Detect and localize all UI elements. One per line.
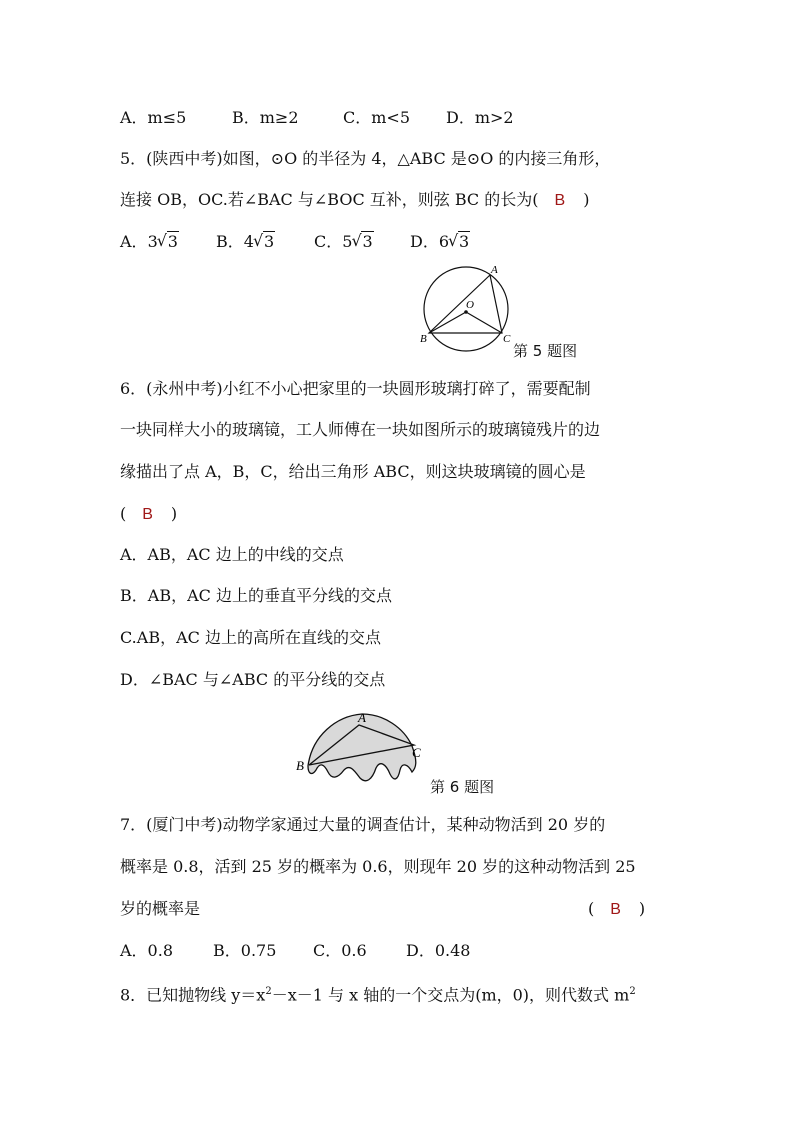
q5-option-d-radicand: 3: [459, 232, 470, 251]
q6-stem-line1: 6．(永州中考)小红不小心把家里的一块圆形玻璃打碎了，需要配制: [120, 379, 591, 398]
q6-stem-line2: 一块同样大小的玻璃镜，工人师傅在一块如图所示的玻璃镜残片的边: [120, 420, 601, 439]
q5-option-a-radicand: 3: [167, 232, 178, 251]
q7-paren-close: ): [638, 899, 646, 918]
q7-option-c: C．0.6: [313, 941, 367, 960]
q8-text-mid: －x－1 与 x 轴的一个交点为(m，0)，则代数式 m: [271, 985, 630, 1005]
q5-label-o: O: [466, 299, 474, 311]
q4-option-a: A．m≤5: [120, 108, 187, 127]
q5-stem-line2: [120, 189, 589, 212]
q5-option-c-sqrt: [352, 231, 373, 253]
q6-figure-caption: 第 6 题图: [430, 778, 495, 796]
q5-segment-oc: [466, 312, 502, 333]
q5-stem-text: 连接 OB，OC.若∠BAC 与∠BOC 互补，则弦 BC 的长为(: [120, 190, 539, 209]
q5-option-a: [120, 231, 216, 253]
q7-answer: B: [610, 901, 621, 918]
q5-option-b-label: B．: [216, 232, 244, 251]
q5-option-b-sqrt: [254, 231, 275, 253]
q7-option-b: B．0.75: [213, 941, 277, 960]
q5-label-c: C: [503, 333, 511, 345]
q7-options: [120, 940, 470, 962]
q6-paren-close: ): [170, 504, 178, 523]
q5-paren-close: ): [583, 190, 590, 209]
q7-stem-line1: 7．(厦门中考)动物学家通过大量的调查估计，某种动物活到 20 岁的: [120, 815, 606, 834]
q7-option-d: D．0.48: [406, 941, 471, 960]
q6-answer-line: [120, 503, 177, 526]
q4-option-b: B．m≥2: [232, 108, 299, 127]
q7-option-a: A．0.8: [120, 941, 174, 960]
q6-label-b: B: [296, 758, 304, 773]
q5-option-d-sqrt: [449, 231, 470, 253]
q4-option-d: D．m>2: [446, 108, 514, 127]
q8-superscript-1: 2: [265, 986, 272, 997]
q4-options: [120, 107, 514, 129]
q8-stem-line1: [120, 981, 636, 1006]
q6-figure: [294, 708, 428, 798]
q5-option-b-radicand: 3: [263, 232, 275, 251]
q5-option-d-label: D．: [410, 232, 439, 251]
q6-label-c: C: [412, 745, 421, 760]
q5-figure: [416, 262, 516, 354]
q7-stem-line2: 概率是 0.8，活到 25 岁的概率为 0.6，则现年 20 岁的这种动物活到 25: [120, 857, 636, 876]
q6-label-a: A: [358, 710, 366, 725]
q5-options: [120, 231, 470, 253]
q6-stem-line3: 缘描出了点 A，B，C，给出三角形 ABC，则这块玻璃镜的圆心是: [120, 462, 586, 481]
q6-paren-open: (: [120, 504, 127, 523]
q5-option-c: [314, 231, 410, 253]
q5-figure-caption: 第 5 题图: [513, 342, 578, 360]
q7-paren-open: (: [588, 899, 595, 918]
q5-option-c-coef: 5: [342, 232, 353, 251]
q5-option-c-label: C．: [314, 232, 343, 251]
q5-option-d: [410, 231, 470, 253]
q8-superscript-2: 2: [629, 986, 636, 997]
q5-option-b: [216, 231, 314, 253]
q6-option-d: D．∠BAC 与∠ABC 的平分线的交点: [120, 670, 386, 689]
q6-option-c: C.AB，AC 边上的高所在直线的交点: [120, 628, 381, 647]
q5-option-a-coef: 3: [147, 232, 158, 251]
q7-answer-bracket: [588, 898, 645, 921]
q7-stem-text: 岁的概率是: [120, 899, 201, 918]
q5-label-b: B: [420, 333, 427, 345]
q6-answer: B: [142, 506, 153, 523]
q5-label-a: A: [491, 264, 498, 276]
q5-option-a-sqrt: [158, 231, 179, 253]
q6-option-a: A．AB，AC 边上的中线的交点: [120, 545, 344, 564]
q4-option-c: C．m<5: [343, 108, 411, 127]
q6-option-b: B．AB，AC 边上的垂直平分线的交点: [120, 586, 392, 605]
q5-option-a-label: A．: [120, 232, 148, 251]
q5-option-d-coef: 6: [438, 232, 450, 251]
q7-stem-line3: [120, 898, 200, 920]
q8-text-pre: 8．已知抛物线 y＝x: [120, 985, 266, 1005]
q5-answer: B: [554, 192, 566, 209]
q5-option-c-radicand: 3: [362, 232, 373, 251]
q5-option-b-coef: 4: [243, 232, 254, 251]
q5-stem-line1: 5．(陕西中考)如图，⊙O 的半径为 4，△ABC 是⊙O 的内接三角形，: [120, 149, 611, 168]
